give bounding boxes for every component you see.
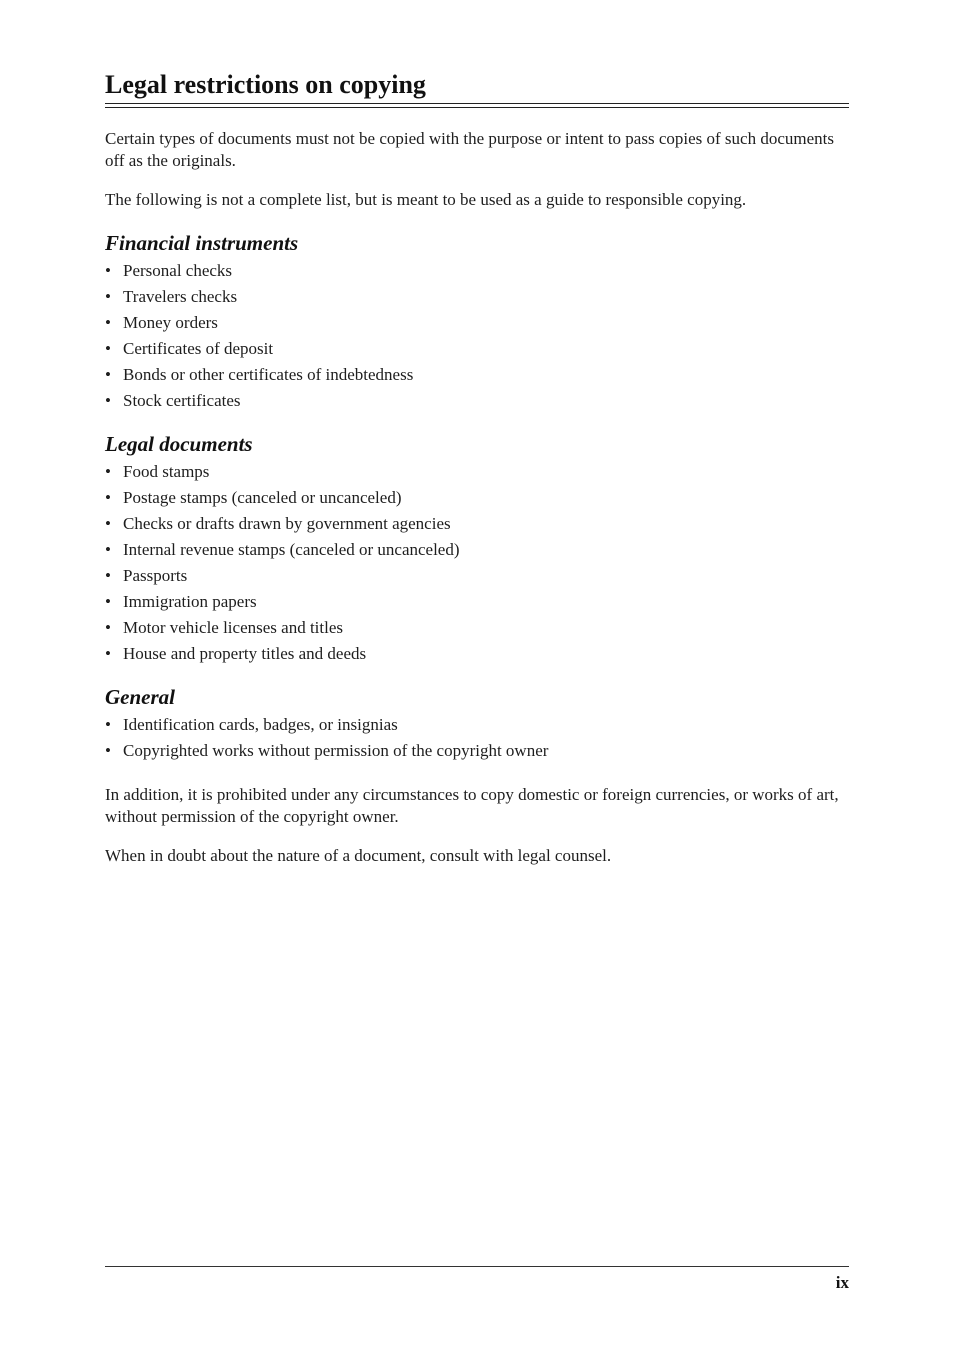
title-rule-bottom (105, 107, 849, 108)
list-item (105, 258, 849, 284)
bullet: • (105, 365, 111, 384)
list-item (105, 738, 849, 764)
list-item (105, 284, 849, 310)
list-item-text: Travelers checks (123, 287, 238, 306)
bullet: • (105, 514, 111, 533)
bullet: • (105, 462, 111, 481)
bullet: • (105, 741, 111, 760)
list-item (105, 485, 849, 511)
list-item-text: Immigration papers (123, 592, 257, 611)
list-item-text: Personal checks (123, 261, 233, 280)
general-list (105, 712, 849, 764)
list-item-text: Identification cards, badges, or insignias (123, 715, 398, 734)
page-title: Legal restrictions on copying (105, 70, 426, 99)
bullet: • (105, 592, 111, 611)
list-item-text: Passports (123, 566, 188, 585)
bullet: • (105, 644, 111, 663)
list-item-text: Postage stamps (canceled or uncanceled) (123, 488, 402, 507)
list-item (105, 615, 849, 641)
list-item-text: House and property titles and deeds (123, 644, 367, 663)
page-content (105, 128, 849, 867)
doubt-paragraph: When in doubt about the nature of a document, consult with legal counsel. (105, 846, 612, 865)
list-item (105, 459, 849, 485)
bullet: • (105, 618, 111, 637)
list-item-text: Internal revenue stamps (canceled or uncanceled) (123, 540, 460, 559)
financial-list (105, 258, 849, 414)
footer-rule (105, 1266, 849, 1267)
section-heading-financial: Financial instruments (105, 231, 299, 255)
list-item-text: Stock certificates (123, 391, 241, 410)
section-heading-legal: Legal documents (105, 432, 253, 456)
bullet: • (105, 287, 111, 306)
bullet: • (105, 261, 111, 280)
list-item-text: Bonds or other certificates of indebtedness (123, 365, 414, 384)
list-item (105, 537, 849, 563)
bullet: • (105, 540, 111, 559)
list-item (105, 336, 849, 362)
list-item-text: Certificates of deposit (123, 339, 274, 358)
section-heading-general: General (105, 685, 175, 709)
list-item (105, 310, 849, 336)
title-rule-top (105, 103, 849, 104)
bullet: • (105, 313, 111, 332)
list-item-text: Food stamps (123, 462, 210, 481)
list-item (105, 388, 849, 414)
bullet: • (105, 339, 111, 358)
list-item (105, 589, 849, 615)
list-item-text: Checks or drafts drawn by government agencies (123, 514, 451, 533)
bullet: • (105, 391, 111, 410)
bullet: • (105, 715, 111, 734)
guide-paragraph: The following is not a complete list, but is meant to be used as a guide to responsible copying. (105, 190, 747, 209)
list-item-text: Motor vehicle licenses and titles (123, 618, 343, 637)
legal-list (105, 459, 849, 667)
list-item (105, 563, 849, 589)
list-item (105, 362, 849, 388)
addition-paragraph: In addition, it is prohibited under any circumstances to copy domestic or foreign currencies, or works of art, without permission of the copyright owner. (105, 785, 839, 826)
bullet: • (105, 566, 111, 585)
list-item (105, 511, 849, 537)
intro-paragraph: Certain types of documents must not be copied with the purpose or intent to pass copies of such documents off as the originals. (105, 129, 834, 170)
page-number: ix (835, 1273, 849, 1292)
list-item-text: Money orders (123, 313, 218, 332)
bullet: • (105, 488, 111, 507)
list-item-text: Copyrighted works without permission of the copyright owner (123, 741, 549, 760)
list-item (105, 712, 849, 738)
list-item (105, 641, 849, 667)
